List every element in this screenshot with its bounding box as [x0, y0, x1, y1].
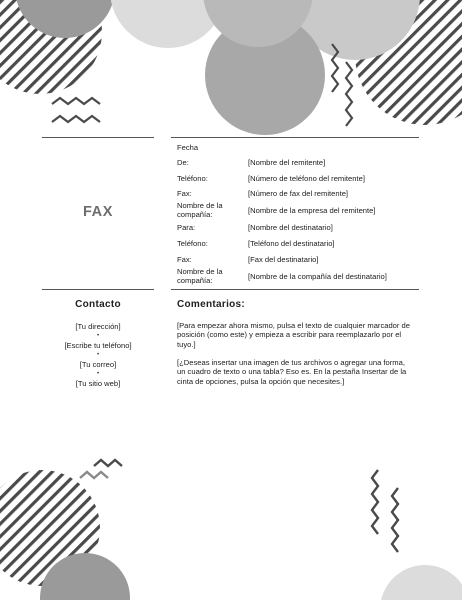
- left-middle-divider: [42, 289, 154, 290]
- bottom-right-zigzag-1: [372, 470, 378, 534]
- bottom-decoration: [0, 460, 462, 600]
- bottom-zigzag-2: [80, 472, 108, 478]
- contact-heading: Contacto: [75, 299, 121, 310]
- comments-paragraph-1[interactable]: [Para empezar ahora mismo, pulsa el texto de cualquier marcador de posición (como este) y empieza a escribir para reemplazarlo por el tuyo.]: [177, 321, 410, 349]
- contact-bullet: •: [96, 352, 100, 358]
- field-value-recipient-phone[interactable]: [Teléfono del destinatario]: [248, 239, 335, 248]
- field-value-sender-company[interactable]: [Nombre de la empresa del remitente]: [248, 206, 376, 215]
- field-label-sender-phone: Teléfono:: [177, 174, 208, 183]
- contact-bullet: •: [96, 333, 100, 339]
- right-top-divider: [171, 137, 419, 138]
- bottom-zigzag-1: [94, 460, 122, 466]
- field-label-recipient-fax: Fax:: [177, 255, 192, 264]
- field-label-recipient-company: Nombre de la compañía:: [177, 267, 223, 285]
- contact-website[interactable]: [Tu sitio web]: [75, 379, 121, 388]
- top-right-zigzag-2: [346, 62, 352, 126]
- top-left-zigzag-2: [52, 116, 100, 122]
- bottom-right-light-circle: [380, 565, 462, 600]
- field-value-recipient-company[interactable]: [Nombre de la compañía del destinatario]: [248, 272, 387, 281]
- left-top-divider: [42, 137, 154, 138]
- field-value-from[interactable]: [Nombre del remitente]: [248, 158, 326, 167]
- contact-email[interactable]: [Tu correo]: [79, 360, 117, 369]
- top-decoration: [0, 0, 462, 135]
- field-label-sender-fax: Fax:: [177, 189, 192, 198]
- contact-bullet: •: [96, 371, 100, 377]
- field-label-sender-company: Nombre de la compañía:: [177, 201, 223, 219]
- comments-heading: Comentarios:: [177, 299, 246, 310]
- field-value-sender-phone[interactable]: [Número de teléfono del remitente]: [248, 174, 365, 183]
- contact-phone[interactable]: [Escribe tu teléfono]: [64, 341, 132, 350]
- contact-address[interactable]: [Tu dirección]: [75, 322, 121, 331]
- field-label-from: De:: [177, 158, 189, 167]
- right-middle-divider: [171, 289, 419, 290]
- field-value-sender-fax[interactable]: [Número de fax del remitente]: [248, 189, 349, 198]
- top-left-zigzag-1: [52, 98, 100, 104]
- field-value-to[interactable]: [Nombre del destinatario]: [248, 223, 333, 232]
- field-label-date: Fecha: [177, 143, 199, 152]
- fax-title: FAX: [83, 204, 113, 220]
- field-value-recipient-fax[interactable]: [Fax del destinatario]: [248, 255, 319, 264]
- bottom-right-zigzag-2: [392, 488, 398, 552]
- field-label-recipient-phone: Teléfono:: [177, 239, 208, 248]
- field-label-to: Para:: [177, 223, 196, 232]
- comments-paragraph-2[interactable]: [¿Deseas insertar una imagen de tus archivos o agregar una forma, un cuadro de texto o una tabla? Eso es. En la pestaña Insertar de la cinta de opciones, pulsa la opción que necesites.]: [177, 358, 407, 386]
